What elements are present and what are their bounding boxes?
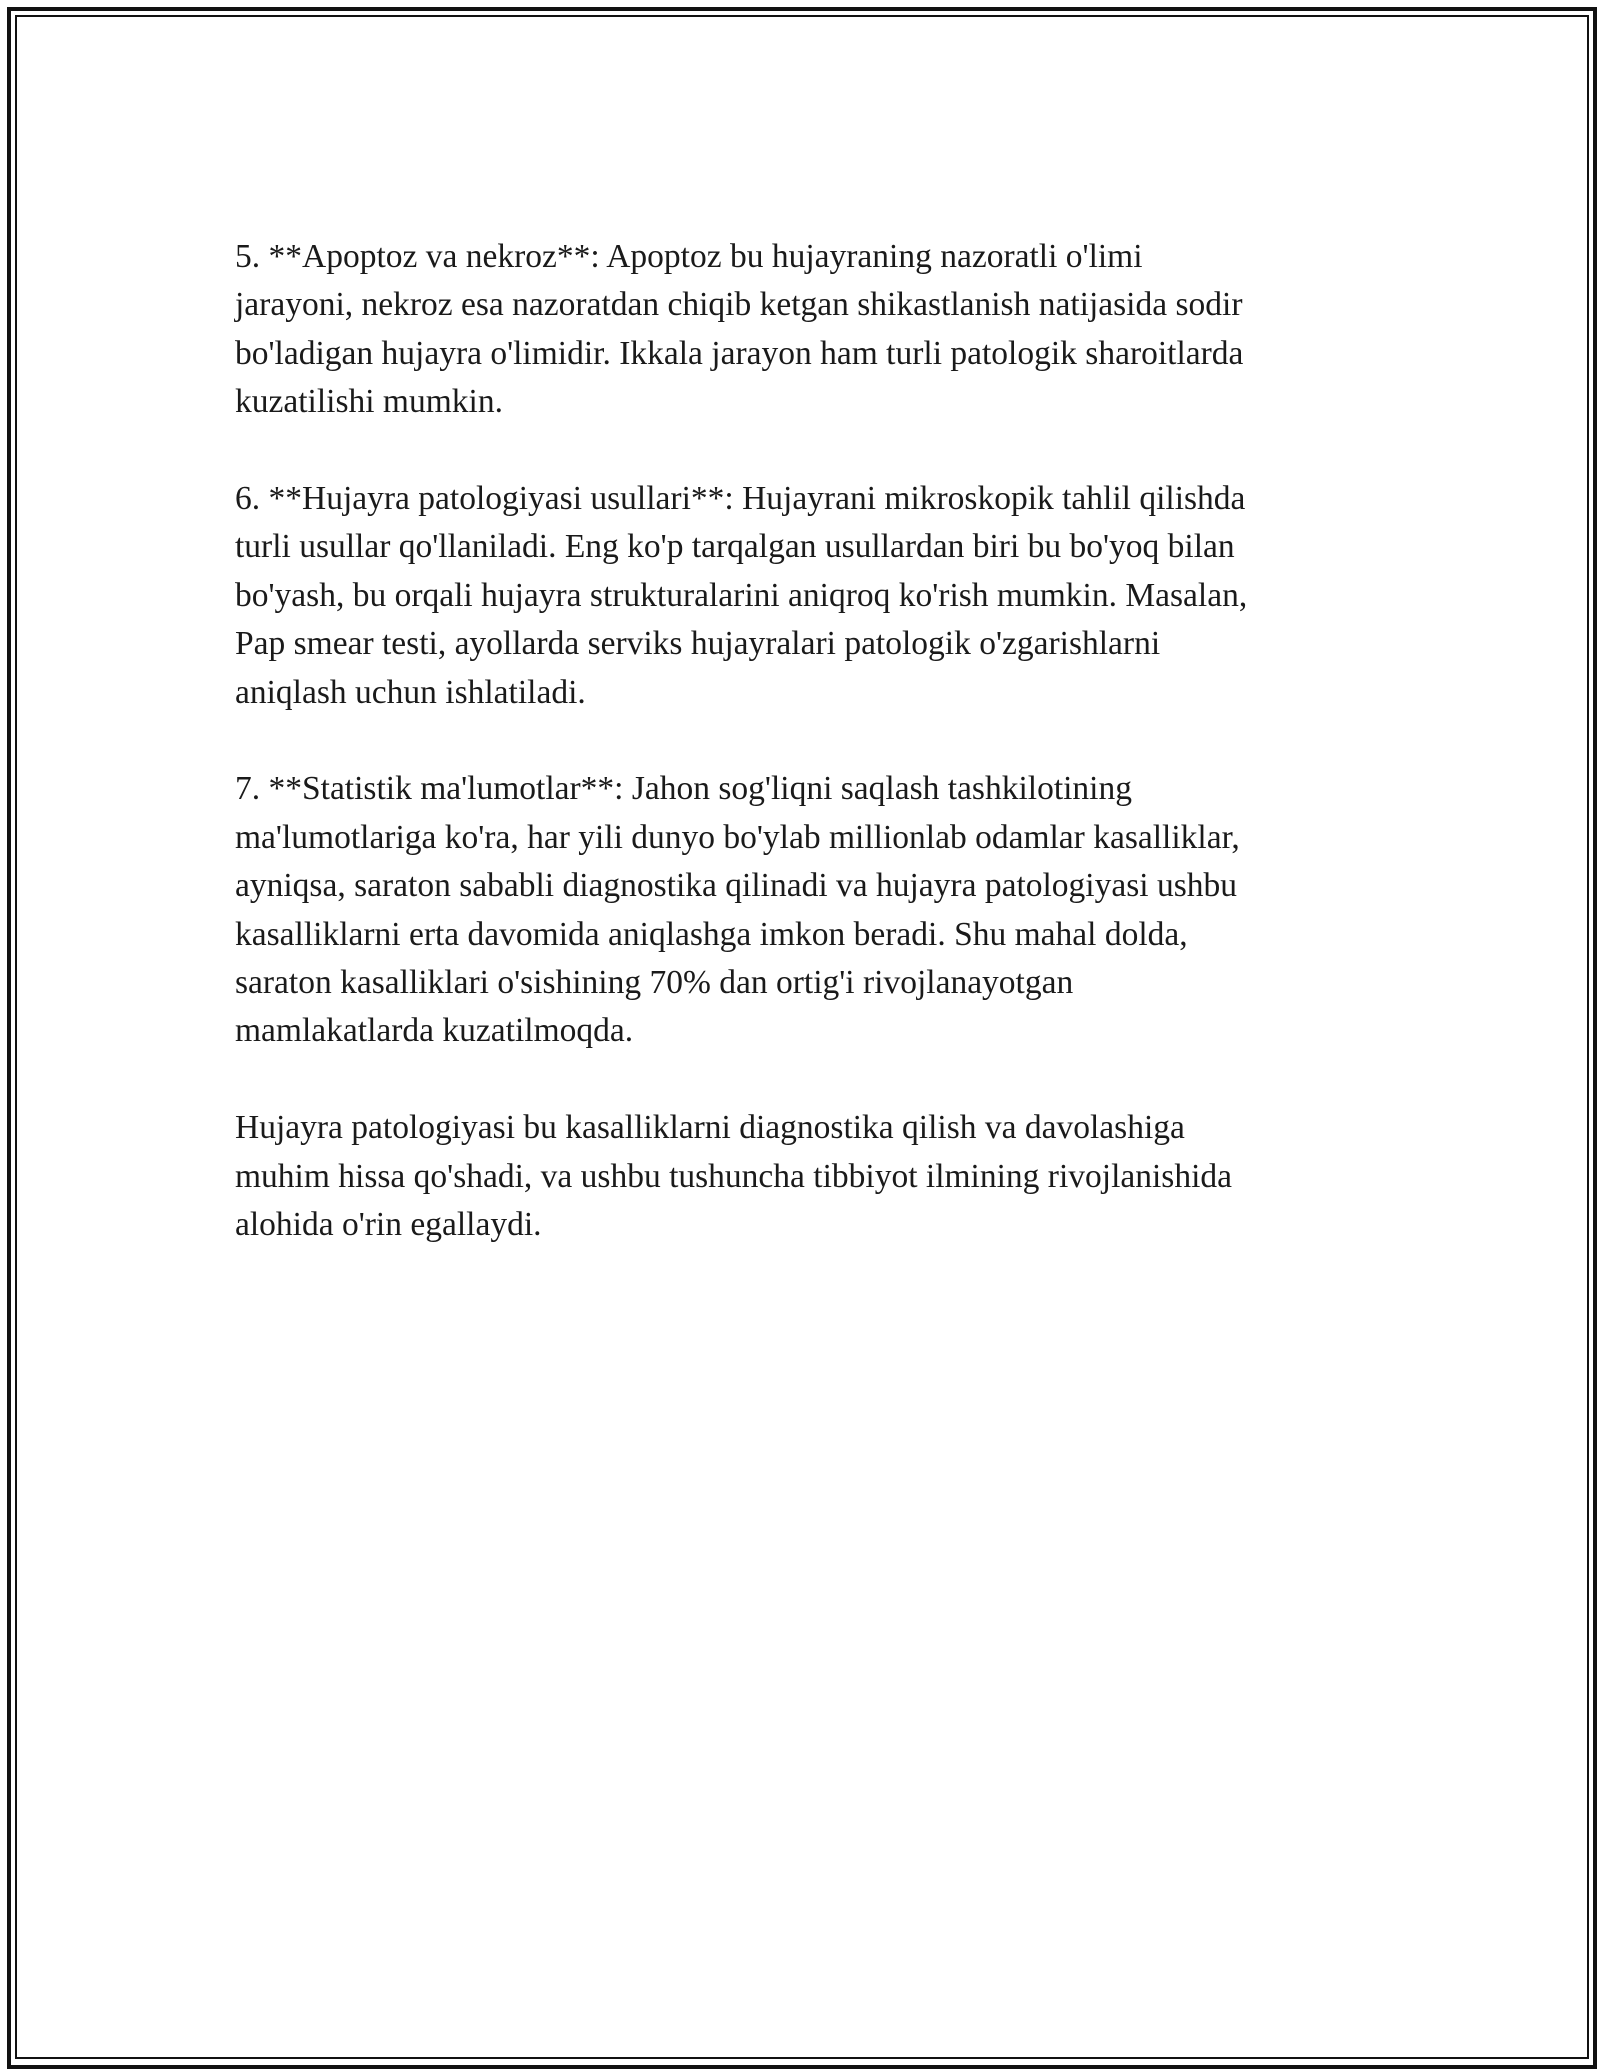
text-line: 5. **Apoptoz va nekroz**: Apoptoz bu hujayraning nazoratli o'limi	[235, 238, 1143, 275]
text-line: 7. **Statistik ma'lumotlar**: Jahon sog'liqni saqlash tashkilotining	[235, 770, 1132, 808]
text-line: Hujayra patologiyasi bu kasalliklarni diagnostika qilish va davolashiga	[235, 1109, 1185, 1147]
text-line: 6. **Hujayra patologiyasi usullari**: Hujayrani mikroskopik tahlil qilishda	[235, 480, 1246, 518]
text-line: kasalliklarni erta davomida aniqlashga imkon beradi. Shu mahal dolda,	[235, 915, 1188, 953]
text-line: bo'yash, bu orqali hujayra strukturalarini aniqroq ko'rish mumkin. Masalan,	[235, 576, 1248, 614]
paragraph-hujayra-patologiyasi-usullari	[235, 475, 1355, 717]
text-line: jarayoni, nekroz esa nazoratdan chiqib ketgan shikastlanish natijasida sodir	[235, 286, 1243, 324]
text-line: ayniqsa, saraton sababli diagnostika qilinadi va hujayra patologiyasi ushbu	[235, 867, 1237, 905]
paragraph-apoptoz-nekroz	[235, 233, 1355, 427]
text-line: bo'ladigan hujayra o'limidir. Ikkala jarayon ham turli patologik sharoitlarda	[235, 334, 1244, 372]
text-line: aniqlash uchun ishlatiladi.	[235, 673, 586, 711]
text-line: kuzatilishi mumkin.	[235, 383, 503, 421]
paragraph-statistik-malumotlar	[235, 765, 1355, 1055]
text-line: Pap smear testi, ayollarda serviks hujayralari patologik o'zgarishlarni	[235, 625, 1161, 663]
paragraph-conclusion	[235, 1104, 1355, 1249]
text-line: muhim hissa qo'shadi, va ushbu tushuncha tibbiyot ilmining rivojlanishida	[235, 1157, 1233, 1195]
text-line: alohida o'rin egallaydi.	[235, 1206, 542, 1244]
text-line: turli usullar qo'llaniladi. Eng ko'p tarqalgan usullardan biri bu bo'yoq bilan	[235, 528, 1235, 566]
text-line: saraton kasalliklari o'sishining 70% dan ortig'i rivojlanayotgan	[235, 964, 1074, 1002]
text-line: ma'lumotlariga ko'ra, har yili dunyo bo'ylab millionlab odamlar kasalliklar,	[235, 818, 1240, 856]
text-line: mamlakatlarda kuzatilmoqda.	[235, 1012, 634, 1050]
document-body	[235, 233, 1355, 1249]
